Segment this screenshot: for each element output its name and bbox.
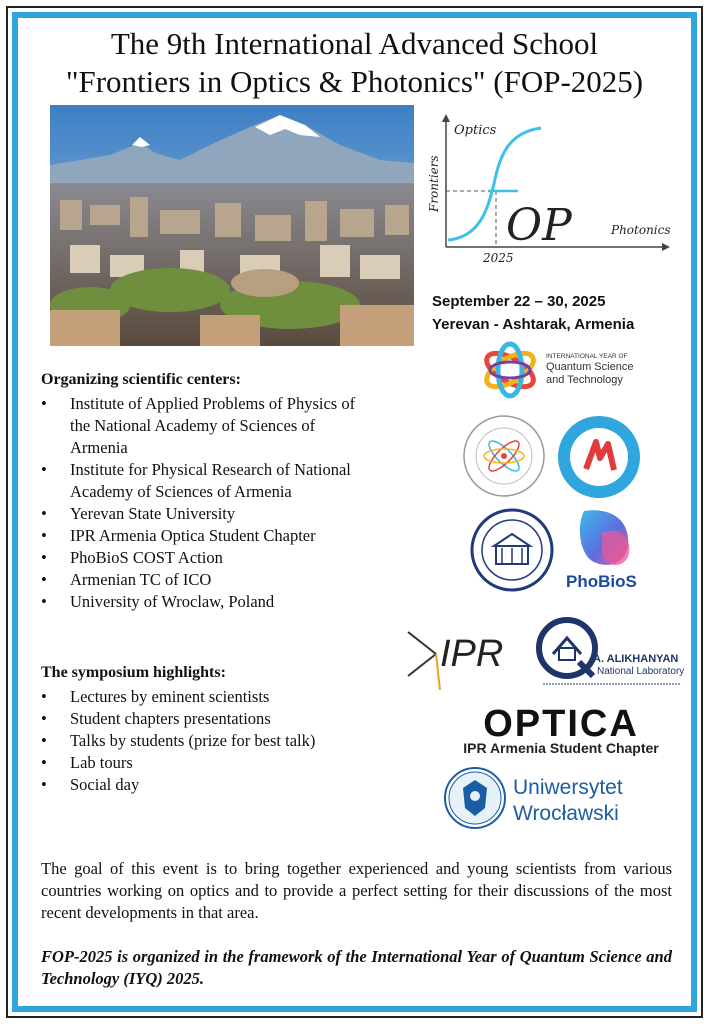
list-item: • Lectures by eminent scientists [41,686,401,708]
list-item: • Talks by students (prize for best talk) [41,730,401,752]
svg-text:IPR: IPR [440,633,504,675]
ipr-logo [406,622,518,692]
list-item: • Social day [41,774,401,796]
title-line-2: "Frontiers in Optics & Photonics" (FOP-2025) [65,64,644,99]
event-info [432,290,634,336]
iyq-logo [478,340,638,404]
svg-text:Wrocławski: Wrocławski [513,802,619,825]
armenian-seal-logo [462,414,546,498]
framework-paragraph: FOP-2025 is organized in the framework of the International Year of Quantum Science and Technology (IYQ) 2025. [41,947,672,988]
highlights-list [41,686,401,796]
list-item: • IPR Armenia Optica Student Chapter [41,525,421,547]
svg-text:and Technology: and Technology [546,374,623,386]
list-item: • PhoBioS COST Action [41,547,421,569]
ysu-seal-logo [470,508,554,592]
yerevan-ararat-photo [50,105,414,346]
graph-y-label: Optics [454,123,497,138]
event-dates: September 22 – 30, 2025 [432,293,606,310]
list-item: • Armenian TC of ICO [41,569,421,591]
alikhanyan-logo [535,614,685,690]
svg-text:National Laboratory: National Laboratory [597,666,685,677]
list-item: • Student chapters presentations [41,708,401,730]
graph-year-label: 2025 [483,251,514,265]
organizers-heading: Organizing scientific centers: [41,371,241,388]
svg-text:PhoBioS: PhoBioS [566,572,637,591]
goal-paragraph: The goal of this event is to bring together experienced and young scientists from various countries working on optics and to provide a perfect setting for their discussions of the most recent developments in that area. [41,859,672,922]
svg-text:Quantum Science: Quantum Science [546,361,634,373]
list-item: • University of Wroclaw, Poland [41,591,421,613]
page-title [0,25,709,101]
title-line-1: The 9th International Advanced School [110,26,599,61]
list-item: • Lab tours [41,752,401,774]
uwr-logo [443,766,643,832]
event-location: Yerevan - Ashtarak, Armenia [432,316,635,333]
phobios-logo [562,505,652,595]
list-item: • Institute of Applied Problems of Physics of the National Academy of Sciences of Armenia [41,393,421,459]
graph-op-text: OP [506,200,572,251]
optica-logo [445,700,677,760]
highlights-heading: The symposium highlights: [41,664,226,681]
svg-text:OPTICA: OPTICA [483,703,639,745]
list-item: • Institute for Physical Research of National Academy of Sciences of Armenia [41,459,421,503]
fop-graph-logo [426,112,696,272]
list-item: • Yerevan State University [41,503,421,525]
svg-text:Uniwersytet: Uniwersytet [513,776,623,799]
svg-text:IPR Armenia Student Chapter: IPR Armenia Student Chapter [463,740,659,756]
svg-text:INTERNATIONAL YEAR OF: INTERNATIONAL YEAR OF [546,353,628,360]
ipr-seal-logo [556,414,642,500]
organizers-list [41,393,421,613]
svg-text:A. ALIKHANYAN: A. ALIKHANYAN [593,653,679,665]
graph-x-label: Photonics [611,223,671,237]
graph-side-label: Frontiers [427,155,441,212]
